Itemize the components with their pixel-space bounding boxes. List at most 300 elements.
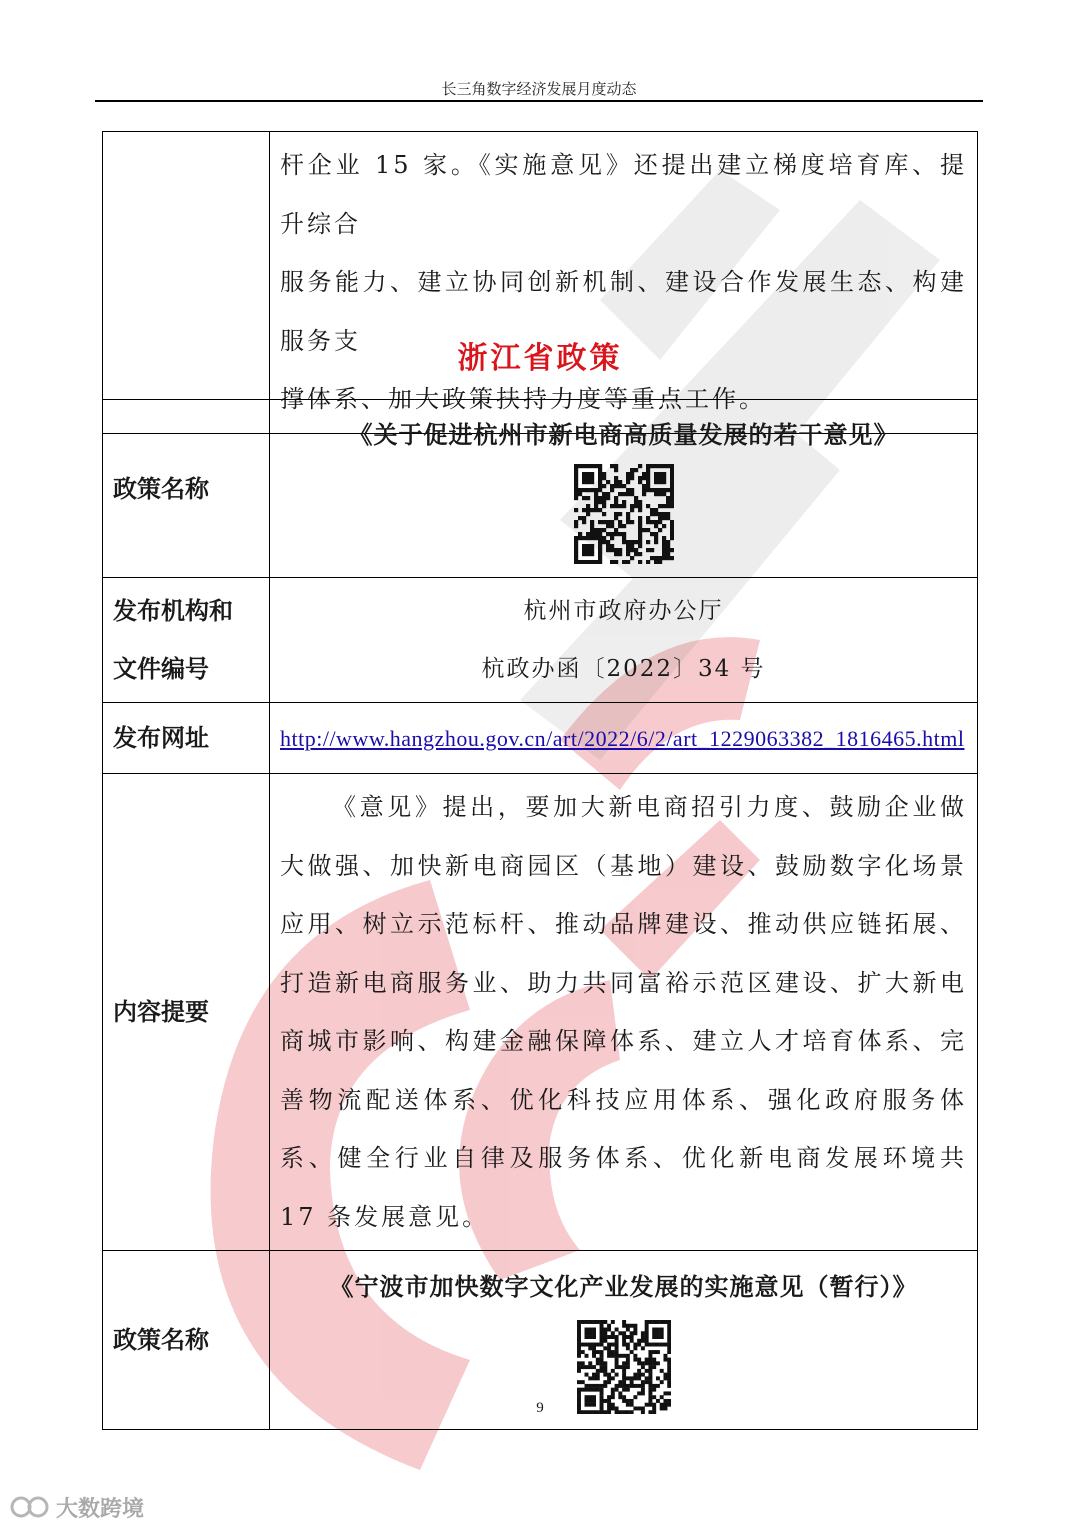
qr-module bbox=[603, 1335, 607, 1339]
qr-module bbox=[633, 1395, 637, 1399]
qr-module bbox=[610, 1353, 614, 1357]
qr-module bbox=[667, 1372, 671, 1376]
qr-module bbox=[614, 464, 618, 468]
qr-module bbox=[626, 512, 630, 516]
qr-module bbox=[655, 1331, 659, 1335]
qr-module bbox=[599, 1395, 603, 1399]
qr-module bbox=[599, 1335, 603, 1339]
qr-module bbox=[598, 496, 602, 500]
qr-module bbox=[610, 464, 614, 468]
qr-module bbox=[586, 536, 590, 540]
qr-module bbox=[658, 556, 662, 560]
policy-name-cell bbox=[270, 400, 978, 578]
qr-module bbox=[594, 500, 598, 504]
qr-module bbox=[633, 1353, 637, 1357]
qr-module bbox=[666, 464, 670, 468]
qr-module bbox=[667, 1391, 671, 1395]
qr-module bbox=[574, 540, 578, 544]
qr-module bbox=[646, 484, 650, 488]
qr-module bbox=[622, 1331, 626, 1335]
qr-module bbox=[618, 524, 622, 528]
qr-module bbox=[582, 552, 586, 556]
qr-module bbox=[655, 1320, 659, 1324]
qr-module bbox=[582, 536, 586, 540]
qr-module bbox=[662, 540, 666, 544]
qr-module bbox=[577, 1350, 581, 1354]
qr-module bbox=[588, 1383, 592, 1387]
qr-module bbox=[578, 464, 582, 468]
qr-module bbox=[610, 520, 614, 524]
qr-module bbox=[638, 528, 642, 532]
qr-module bbox=[670, 524, 674, 528]
qr-module bbox=[666, 540, 670, 544]
qr-module bbox=[598, 540, 602, 544]
policy-name-label: 政策名称 bbox=[103, 400, 270, 578]
qr-module bbox=[603, 1361, 607, 1365]
qr-module bbox=[606, 544, 610, 548]
qr-module bbox=[638, 552, 642, 556]
qr-module bbox=[594, 504, 598, 508]
qr-module bbox=[618, 492, 622, 496]
qr-module bbox=[595, 1350, 599, 1354]
qr-module bbox=[582, 520, 586, 524]
qr-module bbox=[625, 1335, 629, 1339]
qr-module bbox=[650, 512, 654, 516]
qr-module bbox=[646, 548, 650, 552]
qr-module bbox=[603, 1380, 607, 1384]
qr-module bbox=[602, 496, 606, 500]
qr-module bbox=[652, 1365, 656, 1369]
qr-module bbox=[659, 1320, 663, 1324]
qr-module bbox=[646, 528, 650, 532]
qr-module bbox=[618, 532, 622, 536]
qr-module bbox=[633, 1331, 637, 1335]
qr-module bbox=[654, 472, 658, 476]
qr-module bbox=[654, 532, 658, 536]
qr-module bbox=[638, 464, 642, 468]
qr-module bbox=[607, 1323, 611, 1327]
qr-module bbox=[640, 1387, 644, 1391]
qr-module bbox=[614, 1346, 618, 1350]
continuation-text-cell bbox=[270, 132, 978, 434]
qr-module bbox=[614, 1361, 618, 1365]
qr-module bbox=[592, 1331, 596, 1335]
qr-module bbox=[594, 496, 598, 500]
qr-module bbox=[590, 508, 594, 512]
qr-module bbox=[598, 500, 602, 504]
qr-module bbox=[663, 1372, 667, 1376]
qr-module bbox=[588, 1387, 592, 1391]
qr-module bbox=[667, 1342, 671, 1346]
qr-module bbox=[662, 516, 666, 520]
qr-module bbox=[592, 1335, 596, 1339]
qr-module bbox=[626, 480, 630, 484]
qr-module bbox=[598, 560, 602, 564]
issuer-label-line: 文件编号 bbox=[113, 655, 209, 683]
qr-module bbox=[595, 1357, 599, 1361]
qr-module bbox=[577, 1346, 581, 1350]
qr-module bbox=[578, 536, 582, 540]
qr-module bbox=[654, 480, 658, 484]
qr-module bbox=[602, 536, 606, 540]
qr-module bbox=[622, 484, 626, 488]
qr-module bbox=[622, 1361, 626, 1365]
qr-module bbox=[622, 1376, 626, 1380]
qr-module bbox=[610, 548, 614, 552]
qr-module bbox=[592, 1376, 596, 1380]
qr-module bbox=[618, 1380, 622, 1384]
qr-module bbox=[626, 552, 630, 556]
qr-module bbox=[580, 1380, 584, 1384]
qr-module bbox=[652, 1331, 656, 1335]
qr-module bbox=[622, 532, 626, 536]
qr-module bbox=[578, 488, 582, 492]
qr-module bbox=[577, 1327, 581, 1331]
qr-module bbox=[633, 1327, 637, 1331]
qr-module bbox=[586, 504, 590, 508]
qr-module bbox=[580, 1387, 584, 1391]
qr-module bbox=[652, 1320, 656, 1324]
qr-module bbox=[662, 556, 666, 560]
qr-module bbox=[650, 464, 654, 468]
qr-module bbox=[610, 1320, 614, 1324]
qr-module bbox=[577, 1342, 581, 1346]
qr-module bbox=[626, 520, 630, 524]
qr-module bbox=[644, 1368, 648, 1372]
qr-module bbox=[590, 548, 594, 552]
qr-module bbox=[644, 1361, 648, 1365]
qr-module bbox=[577, 1320, 581, 1324]
qr-module bbox=[590, 552, 594, 556]
qr-module bbox=[670, 536, 674, 540]
qr-module bbox=[663, 1320, 667, 1324]
qr-module bbox=[602, 484, 606, 488]
qr-module bbox=[610, 1335, 614, 1339]
qr-module bbox=[650, 548, 654, 552]
qr-module bbox=[670, 500, 674, 504]
qr-module bbox=[663, 1376, 667, 1380]
qr-module bbox=[584, 1327, 588, 1331]
qr-module bbox=[644, 1338, 648, 1342]
qr-module bbox=[650, 532, 654, 536]
qr-module bbox=[586, 552, 590, 556]
qr-module bbox=[614, 1365, 618, 1369]
qr-module bbox=[592, 1342, 596, 1346]
qr-module bbox=[670, 548, 674, 552]
policy-url-link[interactable]: http://www.hangzhou.gov.cn/art/2022/6/2/art_1229063382_1816465.html bbox=[280, 725, 965, 751]
qr-module bbox=[606, 492, 610, 496]
qr-module bbox=[666, 500, 670, 504]
qr-module bbox=[595, 1383, 599, 1387]
continuation-line: 撑体系、加大政策扶持力度等重点工作。 bbox=[280, 385, 766, 413]
qr-module bbox=[670, 492, 674, 496]
qr-module bbox=[582, 488, 586, 492]
qr-module bbox=[582, 476, 586, 480]
qr-module bbox=[590, 532, 594, 536]
qr-module bbox=[610, 1368, 614, 1372]
qr-module bbox=[599, 1387, 603, 1391]
issuer-label bbox=[103, 578, 270, 703]
qr-module bbox=[625, 1357, 629, 1361]
qr-module bbox=[574, 484, 578, 488]
qr-module bbox=[630, 472, 634, 476]
qr-module bbox=[607, 1346, 611, 1350]
qr-module bbox=[654, 476, 658, 480]
qr-module bbox=[598, 532, 602, 536]
qr-module bbox=[654, 536, 658, 540]
qr-module bbox=[642, 492, 646, 496]
qr-module bbox=[584, 1342, 588, 1346]
qr-module bbox=[602, 528, 606, 532]
qr-module bbox=[622, 1368, 626, 1372]
qr-module bbox=[648, 1368, 652, 1372]
qr-module bbox=[640, 1335, 644, 1339]
qr-module bbox=[622, 1338, 626, 1342]
qr-module bbox=[644, 1331, 648, 1335]
qr-module bbox=[614, 1335, 618, 1339]
qr-module bbox=[625, 1361, 629, 1365]
qr-module bbox=[618, 1365, 622, 1369]
continuation-line: 杆企业 15 家。《实施意见》还提出建立梯度培育库、提升综合 bbox=[280, 151, 967, 238]
qr-module bbox=[603, 1372, 607, 1376]
qr-module bbox=[592, 1395, 596, 1399]
qr-module bbox=[590, 536, 594, 540]
qr-module bbox=[633, 1357, 637, 1361]
qr-module bbox=[586, 480, 590, 484]
qr-module bbox=[594, 492, 598, 496]
qr-module bbox=[595, 1361, 599, 1365]
qr-module bbox=[577, 1380, 581, 1384]
qr-module bbox=[588, 1327, 592, 1331]
qr-module bbox=[642, 484, 646, 488]
qr-module bbox=[646, 472, 650, 476]
qr-module bbox=[670, 520, 674, 524]
qr-module bbox=[666, 552, 670, 556]
qr-module bbox=[652, 1350, 656, 1354]
qr-module bbox=[602, 492, 606, 496]
qr-module bbox=[574, 508, 578, 512]
issuer-label-line: 发布机构和 bbox=[113, 597, 233, 625]
qr-module bbox=[622, 1383, 626, 1387]
qr-module bbox=[584, 1365, 588, 1369]
qr-module bbox=[622, 560, 626, 564]
qr-module bbox=[637, 1376, 641, 1380]
footer-brand-name: 大数跨境 bbox=[56, 1496, 145, 1522]
qr-module bbox=[592, 1327, 596, 1331]
qr-module bbox=[659, 1395, 663, 1399]
qr-module bbox=[667, 1323, 671, 1327]
qr-module bbox=[618, 484, 622, 488]
policy2-title: 《宁波市加快数字文化产业发展的实施意见（暂行）》 bbox=[329, 1272, 918, 1301]
qr-module bbox=[598, 544, 602, 548]
policy-table bbox=[102, 399, 978, 1430]
qr-module bbox=[652, 1335, 656, 1339]
qr-module bbox=[640, 1346, 644, 1350]
summary-text: 《意见》提出，要加大新电商招引力度、鼓励企业做大做强、加快新电商园区（基地）建设、鼓励数字化场景应用、树立示范标杆、推动品牌建设、推动供应链拓展、打造新电商服务业、助力共同富裕示范区建设、扩大新电商城市影响、构建金融保障体系、建立人才培育体系、完善物流配送体系、优化科技应用体系、强化政府服务体系、健全行业自律及服务体系、优化新电商发展环境共 17 条发展意见。 bbox=[280, 793, 967, 1231]
qr-module bbox=[618, 1391, 622, 1395]
qr-module bbox=[577, 1395, 581, 1399]
qr-module bbox=[629, 1323, 633, 1327]
qr-module bbox=[648, 1376, 652, 1380]
qr-module bbox=[646, 468, 650, 472]
policy-name-row bbox=[103, 400, 978, 578]
qr-module bbox=[662, 536, 666, 540]
qr-module bbox=[658, 512, 662, 516]
qr-module bbox=[577, 1323, 581, 1327]
qr-module bbox=[666, 516, 670, 520]
qr-module bbox=[642, 472, 646, 476]
qr-module bbox=[625, 1353, 629, 1357]
qr-module bbox=[626, 476, 630, 480]
qr-module bbox=[642, 528, 646, 532]
qr-module bbox=[662, 504, 666, 508]
qr-module bbox=[633, 1383, 637, 1387]
qr-module bbox=[650, 508, 654, 512]
qr-module bbox=[646, 540, 650, 544]
qr-module bbox=[625, 1342, 629, 1346]
qr-module bbox=[614, 1387, 618, 1391]
qr-module bbox=[602, 504, 606, 508]
qr-module bbox=[642, 476, 646, 480]
qr-module bbox=[654, 524, 658, 528]
qr-module bbox=[574, 480, 578, 484]
qr-module bbox=[607, 1342, 611, 1346]
qr-module bbox=[580, 1320, 584, 1324]
qr-module bbox=[582, 560, 586, 564]
qr-module bbox=[638, 560, 642, 564]
qr-module bbox=[622, 1387, 626, 1391]
qr-module bbox=[630, 548, 634, 552]
qr-module bbox=[603, 1327, 607, 1331]
summary-cell bbox=[270, 774, 978, 1251]
qr-module bbox=[622, 1335, 626, 1339]
qr-module bbox=[662, 472, 666, 476]
qr-module bbox=[614, 512, 618, 516]
qr-module bbox=[667, 1346, 671, 1350]
qr-module bbox=[658, 560, 662, 564]
qr-module bbox=[588, 1361, 592, 1365]
qr-module bbox=[654, 512, 658, 516]
qr-module bbox=[574, 524, 578, 528]
qr-module bbox=[638, 500, 642, 504]
qr-module bbox=[652, 1342, 656, 1346]
qr-module bbox=[667, 1338, 671, 1342]
qr-module bbox=[618, 512, 622, 516]
qr-module bbox=[610, 544, 614, 548]
qr-module bbox=[610, 484, 614, 488]
qr-module bbox=[610, 560, 614, 564]
qr-module bbox=[607, 1335, 611, 1339]
qr-module bbox=[588, 1395, 592, 1399]
qr-module bbox=[658, 492, 662, 496]
qr-module bbox=[625, 1346, 629, 1350]
qr-module bbox=[614, 480, 618, 484]
qr-module bbox=[582, 472, 586, 476]
qr-module bbox=[574, 496, 578, 500]
qr-module bbox=[610, 1395, 614, 1399]
qr-module bbox=[630, 468, 634, 472]
qr-module bbox=[598, 520, 602, 524]
qr-module bbox=[640, 1383, 644, 1387]
qr-module bbox=[574, 472, 578, 476]
qr-module bbox=[630, 540, 634, 544]
qr-module bbox=[599, 1320, 603, 1324]
qr-module bbox=[574, 468, 578, 472]
qr-module bbox=[577, 1331, 581, 1335]
qr-module bbox=[588, 1365, 592, 1369]
qr-module bbox=[610, 504, 614, 508]
qr-module bbox=[629, 1338, 633, 1342]
qr-module bbox=[629, 1376, 633, 1380]
qr-module bbox=[644, 1380, 648, 1384]
qr-module bbox=[588, 1335, 592, 1339]
qr-module bbox=[614, 468, 618, 472]
qr-module bbox=[652, 1357, 656, 1361]
qr-module bbox=[598, 484, 602, 488]
qr-module bbox=[602, 540, 606, 544]
qr-module bbox=[614, 552, 618, 556]
qr-module bbox=[626, 488, 630, 492]
qr-module bbox=[640, 1372, 644, 1376]
qr-module bbox=[595, 1368, 599, 1372]
qr-module bbox=[654, 556, 658, 560]
qr-module bbox=[629, 1383, 633, 1387]
qr-module bbox=[594, 488, 598, 492]
qr-module bbox=[610, 536, 614, 540]
qr-module bbox=[637, 1391, 641, 1395]
qr-module bbox=[648, 1353, 652, 1357]
qr-module bbox=[658, 528, 662, 532]
qr-module bbox=[640, 1365, 644, 1369]
qr-module bbox=[622, 1395, 626, 1399]
qr-module bbox=[622, 500, 626, 504]
qr-module bbox=[614, 516, 618, 520]
qr-module bbox=[614, 1338, 618, 1342]
qr-module bbox=[622, 1320, 626, 1324]
qr-module bbox=[586, 532, 590, 536]
qr-module bbox=[577, 1391, 581, 1395]
empty-label-cell bbox=[103, 132, 270, 434]
qr-module bbox=[634, 468, 638, 472]
qr-module bbox=[638, 476, 642, 480]
qr-module bbox=[667, 1380, 671, 1384]
qr-module bbox=[622, 1365, 626, 1369]
qr-module bbox=[614, 1372, 618, 1376]
qr-module bbox=[577, 1338, 581, 1342]
qr-module bbox=[594, 508, 598, 512]
qr-module bbox=[602, 500, 606, 504]
qr-module bbox=[663, 1353, 667, 1357]
qr-module bbox=[648, 1383, 652, 1387]
qr-module bbox=[658, 516, 662, 520]
qr-module bbox=[590, 476, 594, 480]
qr-module bbox=[667, 1357, 671, 1361]
qr-module bbox=[648, 1342, 652, 1346]
qr-module bbox=[580, 1350, 584, 1354]
qr-module bbox=[574, 560, 578, 564]
qr-module bbox=[599, 1327, 603, 1331]
qr-module bbox=[582, 464, 586, 468]
qr-module bbox=[670, 476, 674, 480]
qr-module bbox=[602, 472, 606, 476]
qr-module bbox=[574, 488, 578, 492]
qr-module bbox=[655, 1350, 659, 1354]
url-cell bbox=[270, 703, 978, 774]
qr-module bbox=[588, 1376, 592, 1380]
qr-module bbox=[582, 548, 586, 552]
qr-module bbox=[584, 1387, 588, 1391]
qr-module bbox=[626, 516, 630, 520]
